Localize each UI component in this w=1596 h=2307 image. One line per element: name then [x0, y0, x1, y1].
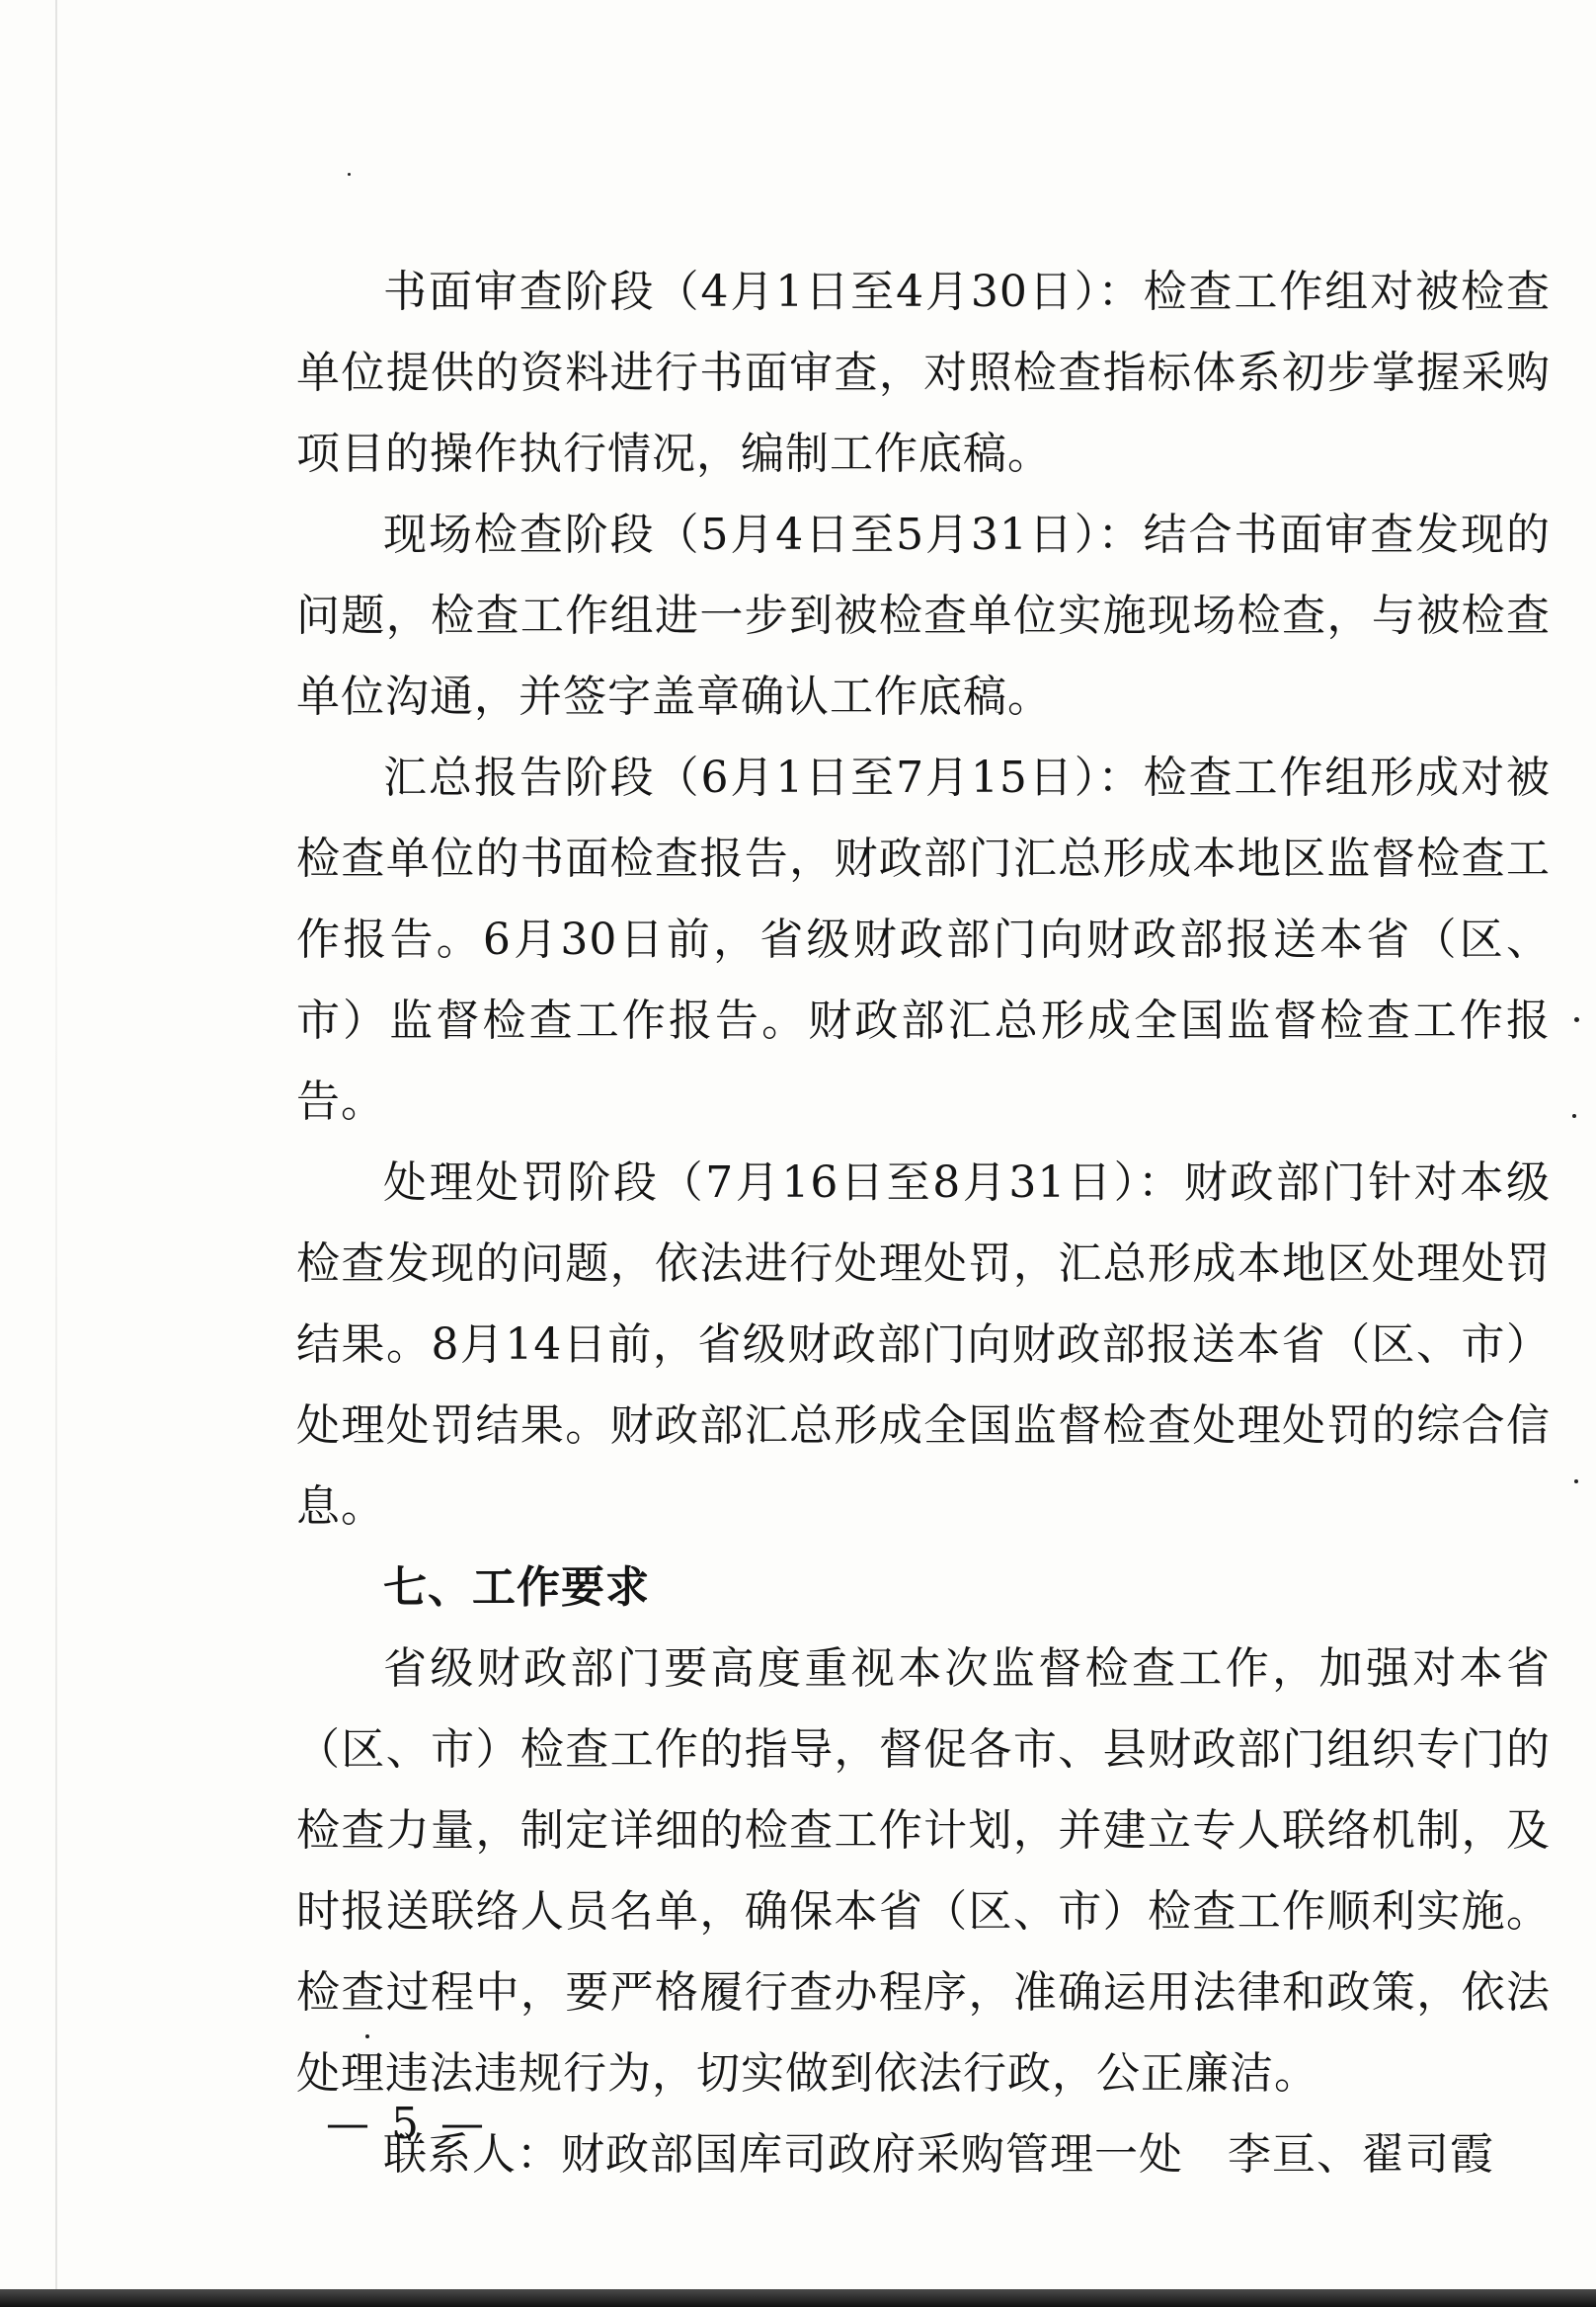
- scan-speck: [1572, 1114, 1576, 1118]
- paragraph-onsite-inspection: 现场检查阶段（5月4日至5月31日）：结合书面审查发现的问题，检查工作组进一步到被检查单位实施现场检查，与被检查单位沟通，并签字盖章确认工作底稿。: [296, 510, 1551, 722]
- contact-line: 联系人：财政部国库司政府采购管理一处 李亘、翟司霞: [383, 2129, 1494, 2180]
- scan-edge-left: [55, 0, 57, 2307]
- page-number: — 5 —: [326, 2099, 488, 2149]
- paragraph-written-review: 书面审查阶段（4月1日至4月30日）：检查工作组对被检查单位提供的资料进行书面审查，对照检查指标体系初步掌握采购项目的操作执行情况，编制工作底稿。: [296, 267, 1551, 479]
- scan-speck: [348, 173, 351, 176]
- paragraph-work-requirements: 省级财政部门要高度重视本次监督检查工作，加强对本省（区、市）检查工作的指导，督促各市、县财政部门组织专门的检查力量，制定详细的检查工作计划，并建立专人联络机制，及时报送联络人员名单，确保本省（区、市）检查工作顺利实施。检查过程中，要严格履行查办程序，准确运用法律和政策，依法处理违法违规行为，切实做到依法行政，公正廉洁。: [296, 1643, 1551, 2099]
- scan-edge-bottom: [0, 2289, 1596, 2307]
- paragraph-summary-report: 汇总报告阶段（6月1日至7月15日）：检查工作组形成对被检查单位的书面检查报告，财政部门汇总形成本地区监督检查工作报告。6月30日前，省级财政部门向财政部报送本省（区、市）监督检查工作报告。财政部汇总形成全国监督检查工作报告。: [296, 753, 1551, 1127]
- scan-speck: [1574, 1479, 1578, 1483]
- section-heading-work-requirements: 七、工作要求: [383, 1562, 650, 1613]
- scan-speck: [365, 2034, 369, 2038]
- scan-speck: [1574, 1017, 1579, 1022]
- document-body: [296, 252, 1551, 2195]
- paragraph-penalty-handling: 处理处罚阶段（7月16日至8月31日）：财政部门针对本级检查发现的问题，依法进行处理处罚，汇总形成本地区处理处罚结果。8月14日前，省级财政部门向财政部报送本省（区、市）处理处罚结果。财政部汇总形成全国监督检查处理处罚的综合信息。: [296, 1157, 1551, 1532]
